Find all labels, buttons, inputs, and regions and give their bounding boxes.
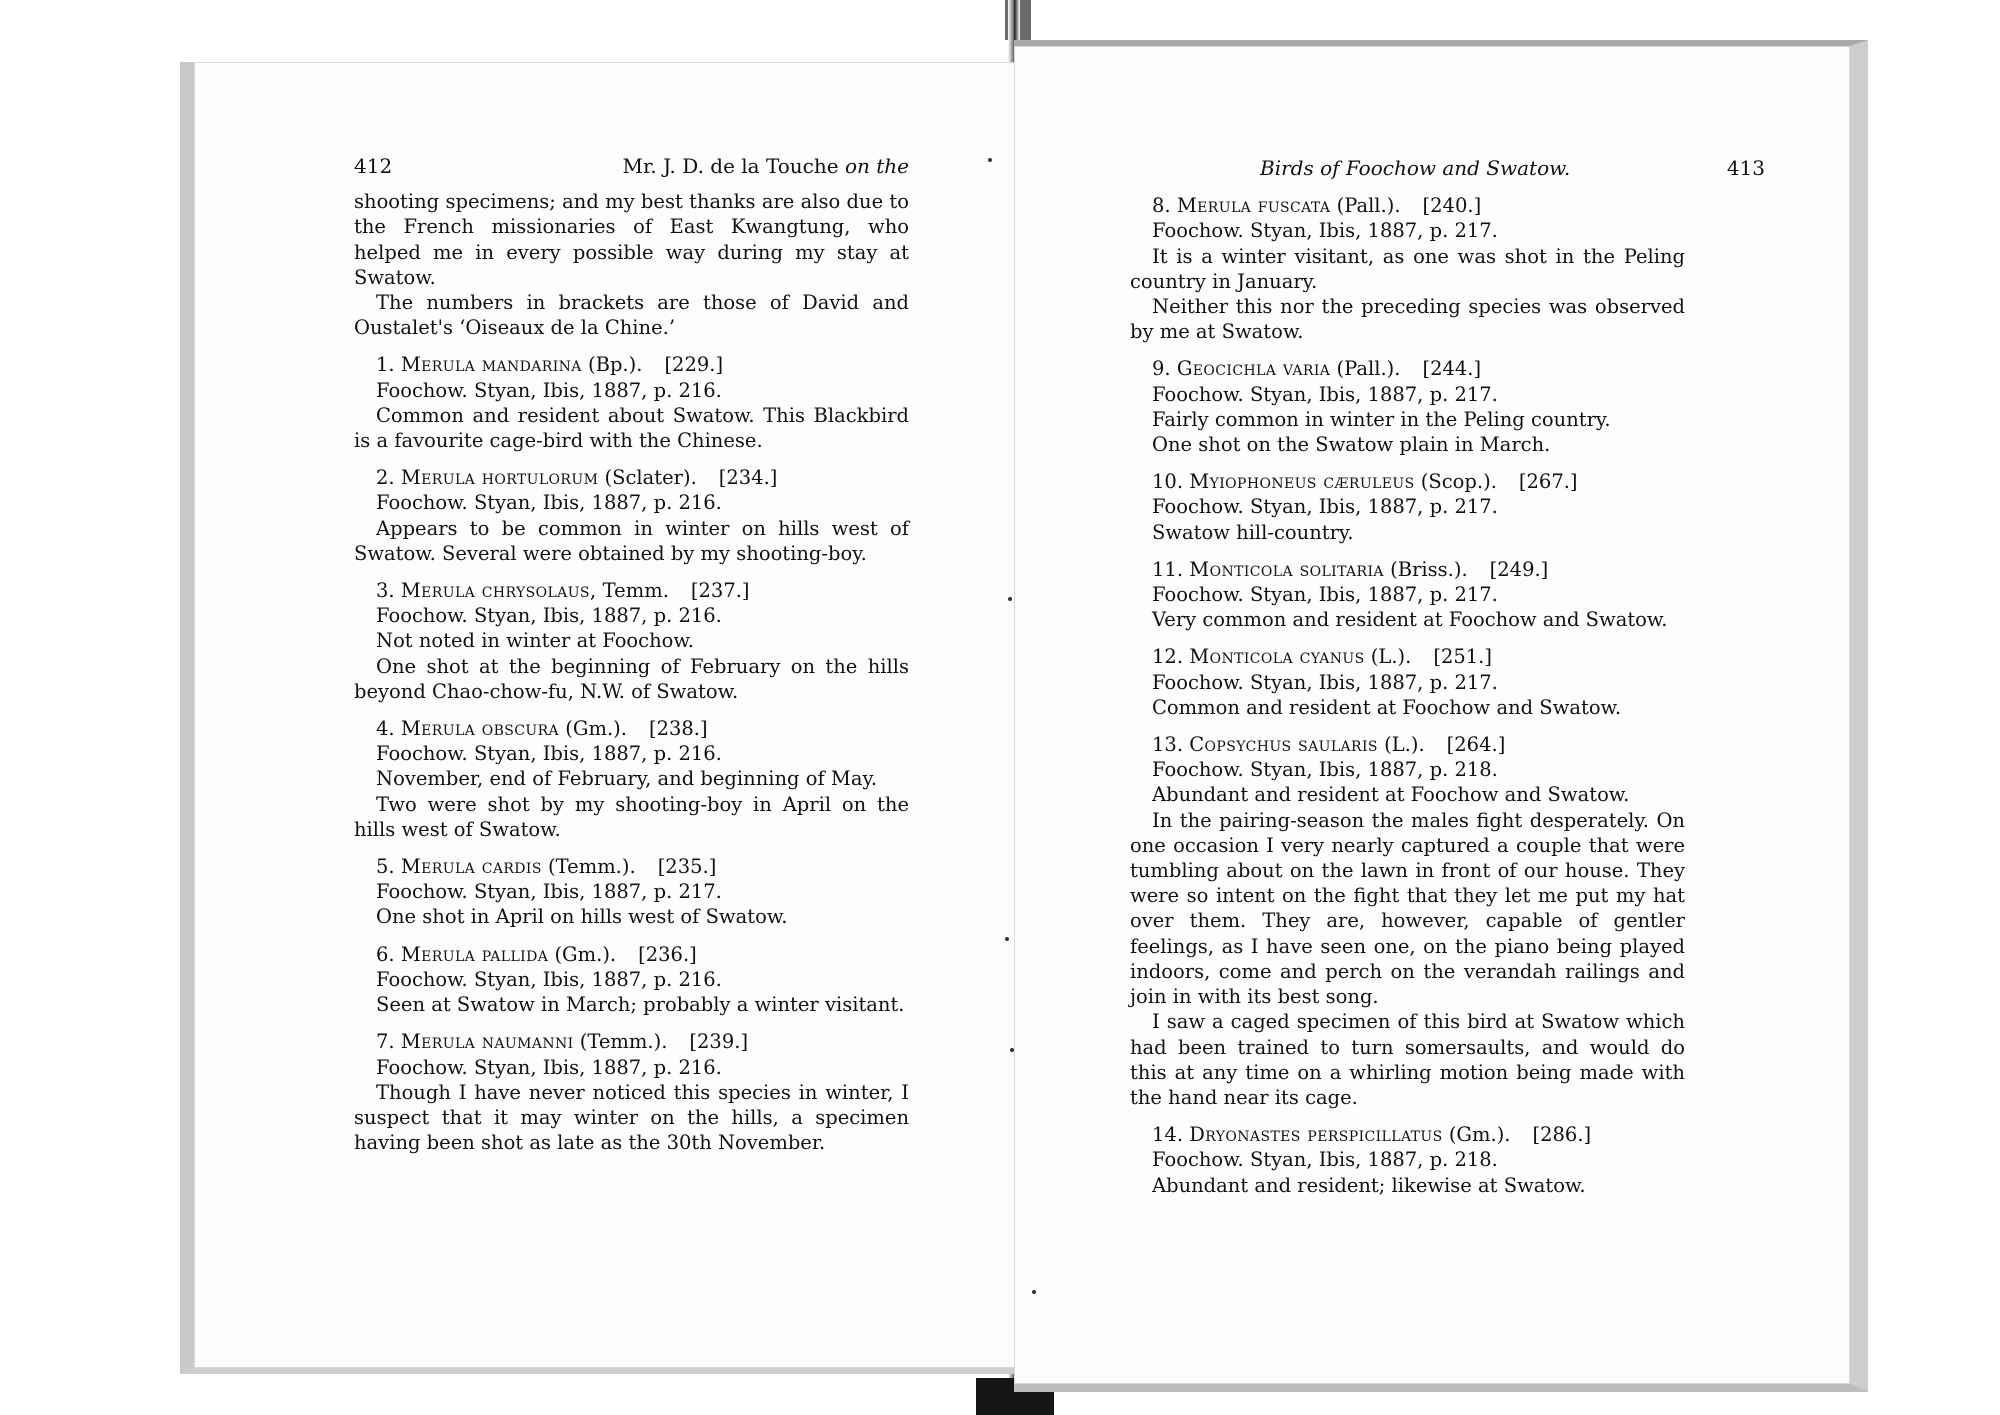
species-entry [354, 465, 909, 566]
species-authority: (Scop.). [1414, 470, 1497, 494]
species-authority: (Pall.). [1330, 194, 1401, 218]
species-heading [1130, 356, 1685, 381]
species-number: 13. [1152, 733, 1190, 757]
species-heading [1130, 644, 1685, 669]
species-number: 9. [1152, 357, 1177, 381]
species-entry [354, 352, 909, 453]
species-heading [354, 1029, 909, 1054]
species-name: Merula chrysolaus, [400, 579, 597, 603]
species-citation: Foochow. Styan, Ibis, 1887, p. 216. [376, 1055, 722, 1079]
species-number: 7. [376, 1030, 401, 1054]
species-number: 11. [1152, 557, 1190, 581]
species-authority: (Temm.). [541, 855, 636, 879]
species-entry [1130, 469, 1685, 545]
species-name: Merula naumanni [400, 1030, 574, 1054]
scan-speck [1005, 937, 1009, 941]
species-number: 3. [376, 579, 401, 603]
species-reference: [237.] [690, 579, 750, 603]
species-reference: [234.] [718, 466, 778, 490]
species-note: Abundant and resident at Foochow and Swatow. [1152, 783, 1630, 807]
species-note: Appears to be common in winter on hills west of Swatow. Several were obtained by my shooting-boy. [354, 516, 909, 565]
species-heading [354, 716, 909, 741]
species-citation: Foochow. Styan, Ibis, 1887, p. 216. [376, 967, 722, 991]
species-name: Dryonastes perspicillatus [1189, 1123, 1443, 1147]
species-heading [354, 578, 909, 603]
species-authority: (L.). [1364, 645, 1412, 669]
species-authority: (Gm.). [1442, 1123, 1511, 1147]
species-reference: [235.] [657, 855, 717, 879]
left-running-title [623, 154, 909, 179]
species-heading [354, 465, 909, 490]
right-page [1014, 40, 1868, 1392]
species-note: Two were shot by my shooting-boy in April on the hills west of Swatow. [354, 792, 909, 841]
species-authority: Temm. [596, 579, 669, 603]
species-citation: Foochow. Styan, Ibis, 1887, p. 216. [376, 604, 722, 628]
species-name: Merula cardis [400, 855, 542, 879]
species-name: Myiophoneus cæruleus [1189, 470, 1415, 494]
species-note: Though I have never noticed this species in winter, I suspect that it may winter on the hills, a specimen having been shot as late as the 30th November. [354, 1080, 909, 1155]
species-entry [354, 1029, 909, 1155]
species-note: One shot at the beginning of February on the hills beyond Chao-chow-fu, N.W. of Swatow. [354, 654, 909, 703]
right-running-title [1260, 156, 1570, 181]
species-note: Not noted in winter at Foochow. [376, 629, 694, 653]
left-intro [354, 189, 909, 340]
species-entry [354, 716, 909, 842]
intro-paragraph: The numbers in brackets are those of David and Oustalet's ‘Oiseaux de la Chine.’ [354, 291, 909, 340]
species-number: 1. [376, 353, 401, 377]
right-text-column [1130, 156, 1765, 1198]
species-reference: [249.] [1489, 557, 1549, 581]
species-reference: [236.] [638, 942, 697, 966]
species-note: I saw a caged specimen of this bird at Swatow which had been trained to turn somersaults, and would do this at any time on a whirling motion being made with the hand near its cage. [1130, 1010, 1685, 1109]
right-entries [1130, 193, 1685, 1198]
scan-speck [988, 158, 992, 162]
species-name: Merula fuscata [1176, 194, 1331, 218]
species-number: 5. [376, 855, 401, 879]
species-number: 12. [1152, 645, 1190, 669]
species-name: Geocichla varia [1176, 357, 1331, 381]
species-note: Swatow hill-country. [1152, 520, 1354, 544]
species-authority: (Gm.). [559, 717, 627, 741]
species-heading [354, 352, 909, 377]
species-citation: Foochow. Styan, Ibis, 1887, p. 218. [1152, 1148, 1498, 1172]
right-page-number: 413 [1726, 156, 1765, 180]
species-entry [1130, 644, 1685, 720]
species-entry [354, 578, 909, 704]
species-note: Very common and resident at Foochow and Swatow. [1152, 608, 1668, 632]
species-authority: (Gm.). [548, 942, 617, 966]
species-entry [1130, 356, 1685, 457]
species-entry [1130, 557, 1685, 633]
species-note: Fairly common in winter in the Peling country. [1152, 407, 1611, 431]
species-note: One shot on the Swatow plain in March. [1152, 433, 1551, 457]
species-note: Neither this nor the preceding species was observed by me at Swatow. [1130, 295, 1685, 344]
species-citation: Foochow. Styan, Ibis, 1887, p. 216. [376, 378, 722, 402]
left-running-head [354, 154, 909, 179]
species-name: Monticola solitaria [1189, 557, 1384, 581]
left-running-title-italic: on the [844, 154, 909, 178]
species-entry [1130, 732, 1685, 1110]
species-authority: (Bp.). [581, 353, 643, 377]
species-citation: Foochow. Styan, Ibis, 1887, p. 217. [1152, 382, 1498, 406]
scan-speck [1008, 597, 1012, 601]
left-page-number: 412 [354, 154, 393, 178]
species-note: Abundant and resident; likewise at Swatow. [1152, 1173, 1586, 1197]
species-citation: Foochow. Styan, Ibis, 1887, p. 216. [376, 742, 722, 766]
right-running-head [1260, 156, 1765, 181]
species-authority: (Sclater). [598, 466, 697, 490]
species-number: 2. [376, 466, 401, 490]
species-number: 6. [376, 942, 401, 966]
species-name: Monticola cyanus [1189, 645, 1365, 669]
species-note: One shot in April on hills west of Swatow. [376, 905, 788, 929]
species-authority: (Pall.). [1330, 357, 1401, 381]
left-entries [354, 352, 909, 1155]
species-reference: [267.] [1518, 470, 1578, 494]
species-reference: [238.] [648, 717, 708, 741]
left-page [180, 62, 1026, 1374]
species-citation: Foochow. Styan, Ibis, 1887, p. 218. [1152, 758, 1498, 782]
species-citation: Foochow. Styan, Ibis, 1887, p. 217. [376, 880, 722, 904]
species-entry [354, 942, 909, 1018]
species-heading [1130, 557, 1685, 582]
species-reference: [244.] [1422, 357, 1482, 381]
species-heading [1130, 469, 1685, 494]
species-reference: [264.] [1446, 733, 1506, 757]
species-number: 14. [1152, 1123, 1190, 1147]
scan-speck [1010, 1048, 1014, 1052]
species-note: Common and resident at Foochow and Swatow. [1152, 695, 1622, 719]
species-entry [1130, 1122, 1685, 1198]
species-authority: (L.). [1377, 733, 1425, 757]
species-note: November, end of February, and beginning of May. [376, 767, 878, 791]
species-name: Merula obscura [400, 717, 560, 741]
species-citation: Foochow. Styan, Ibis, 1887, p. 217. [1152, 495, 1498, 519]
species-number: 8. [1152, 194, 1177, 218]
species-heading [1130, 732, 1685, 757]
species-note: It is a winter visitant, as one was shot in the Peling country in January. [1130, 244, 1685, 293]
species-citation: Foochow. Styan, Ibis, 1887, p. 217. [1152, 583, 1498, 607]
species-citation: Foochow. Styan, Ibis, 1887, p. 217. [1152, 670, 1498, 694]
species-name: Merula hortulorum [400, 466, 599, 490]
species-reference: [229.] [664, 353, 724, 377]
species-number: 10. [1152, 470, 1190, 494]
species-name: Merula mandarina [400, 353, 582, 377]
species-note: Common and resident about Swatow. This Blackbird is a favourite cage-bird with the Chinese. [354, 403, 909, 453]
left-text-column [354, 154, 909, 1155]
right-running-title-text: Birds of Foochow and Swatow. [1260, 156, 1571, 180]
scan-speck [1032, 1290, 1036, 1294]
species-name: Copsychus saularis [1189, 733, 1378, 757]
species-number: 4. [376, 717, 401, 741]
species-note: Seen at Swatow in March; probably a winter visitant. [376, 993, 905, 1017]
species-citation: Foochow. Styan, Ibis, 1887, p. 216. [376, 491, 722, 515]
species-authority: (Briss.). [1383, 557, 1468, 581]
species-heading [354, 942, 909, 967]
species-heading [354, 854, 909, 879]
species-heading [1130, 1122, 1685, 1147]
species-heading [1130, 193, 1685, 218]
species-note: In the pairing-season the males fight desperately. On one occasion I very nearly captured a couple that were tumbling about on the lawn in front of our house. They were so intent on the fight that they let me put my hat over them. They are, however, capable of gentler feelings, as I have seen one, on the piano being played indoors, come and perch on the verandah railings and join in with its best song. [1130, 808, 1685, 1009]
species-name: Merula pallida [400, 942, 549, 966]
species-entry [354, 854, 909, 930]
species-citation: Foochow. Styan, Ibis, 1887, p. 217. [1152, 219, 1498, 243]
left-running-title-text: Mr. J. D. de la Touche [622, 154, 839, 178]
species-authority: (Temm.). [573, 1030, 668, 1054]
species-reference: [239.] [689, 1030, 749, 1054]
intro-paragraph: shooting specimens; and my best thanks are also due to the French missionaries of East Kwangtung, who helped me in every possible way during my stay at Swatow. [354, 190, 909, 289]
species-reference: [251.] [1433, 645, 1492, 669]
species-reference: [240.] [1422, 194, 1482, 218]
species-entry [1130, 193, 1685, 344]
species-reference: [286.] [1532, 1123, 1592, 1147]
